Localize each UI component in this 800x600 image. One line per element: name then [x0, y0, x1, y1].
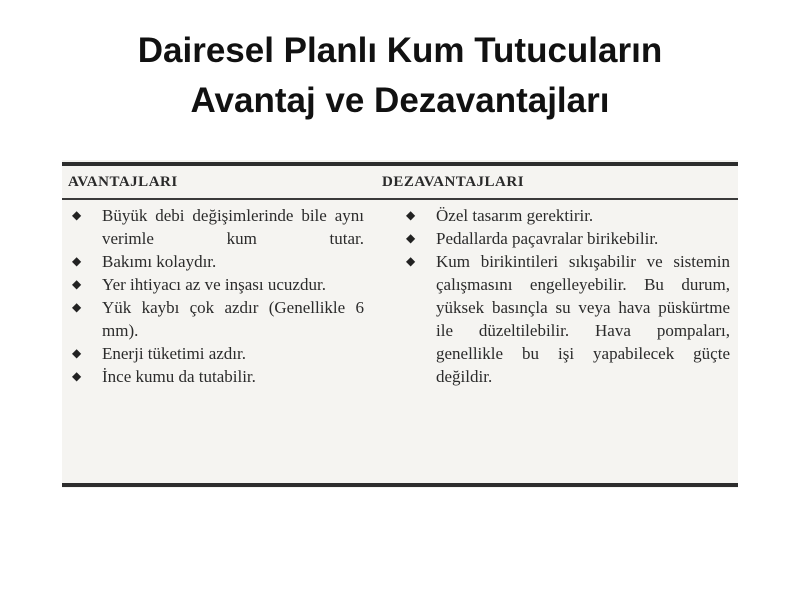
diamond-bullet-icon: ◆	[406, 208, 416, 222]
title-line-1: Dairesel Planlı Kum Tutucuların	[137, 31, 663, 70]
list-item: ◆ Enerji tüketimi azdır.	[72, 344, 246, 363]
list-item: ◆ Yer ihtiyacı az ve inşası ucuzdur.	[72, 275, 326, 294]
diamond-bullet-icon: ◆	[406, 254, 416, 268]
list-item: ◆ Kum birikintileri sıkışabilir ve sistemin çalışmasını engelleyebilir. Bu durum, yüksek basınçla su veya hava püskürtme ile düzeltilebilir. Hava pompaları, genellikle bu işi yapabilecek güçte değildir.	[406, 252, 730, 386]
title-line-2: Avantaj ve Dezavantajları	[190, 81, 610, 120]
diamond-bullet-icon: ◆	[72, 277, 82, 291]
diamond-bullet-icon: ◆	[72, 300, 82, 314]
disadvantages-list	[406, 204, 730, 388]
diamond-bullet-icon: ◆	[72, 346, 82, 360]
table-top-rule	[62, 162, 738, 166]
table-header-rule	[62, 198, 738, 200]
scanned-table	[62, 160, 738, 488]
diamond-bullet-icon: ◆	[72, 208, 82, 222]
list-item: ◆ Yük kaybı çok azdır (Genellikle 6 mm).	[72, 298, 364, 340]
list-item: ◆ Bakımı kolaydır.	[72, 252, 217, 271]
list-item: ◆ İnce kumu da tutabilir.	[72, 367, 256, 386]
diamond-bullet-icon: ◆	[406, 231, 416, 245]
slide-title	[0, 26, 800, 126]
advantages-list	[72, 204, 364, 388]
diamond-bullet-icon: ◆	[72, 369, 82, 383]
diamond-bullet-icon: ◆	[72, 254, 82, 268]
disadvantages-header: DEZAVANTAJLARI	[382, 174, 525, 190]
advantages-header: AVANTAJLARI	[68, 174, 178, 190]
list-item: ◆ Özel tasarım gerektirir.	[406, 206, 594, 225]
table-bottom-rule	[62, 483, 738, 487]
list-item: ◆ Pedallarda paçavralar birikebilir.	[406, 229, 659, 248]
list-item: ◆ Büyük debi değişimlerinde bile aynı verimle kum tutar.	[72, 206, 364, 248]
